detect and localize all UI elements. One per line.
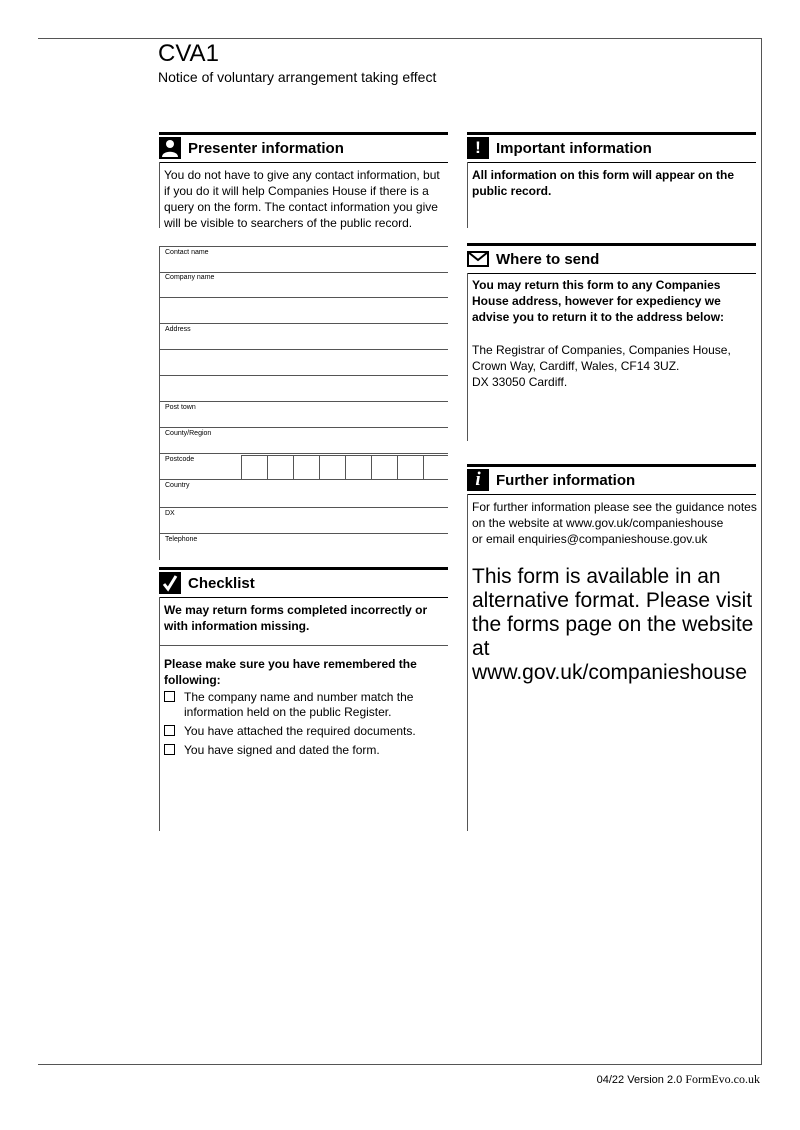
company-name-label: Company name — [165, 274, 215, 281]
checklist-divider — [159, 645, 448, 646]
checklist-prompt: Please make sure you have remembered the following: — [164, 657, 417, 687]
presenter-heading: Presenter information — [188, 139, 344, 157]
postcode-box-top — [241, 455, 448, 456]
country-label: Country — [165, 482, 190, 489]
address-line: DX 33050 Cardiff. — [472, 375, 568, 389]
postcode-box-divider — [345, 456, 346, 480]
postcode-field[interactable] — [159, 454, 448, 480]
person-icon — [159, 137, 181, 159]
checkmark-icon — [159, 572, 181, 594]
checklist-header — [159, 567, 448, 596]
contact-name-label: Contact name — [165, 249, 209, 256]
checklist-heading: Checklist — [188, 574, 255, 592]
address-field[interactable] — [159, 324, 448, 350]
postcode-box-divider — [293, 456, 294, 480]
important-heading: Important information — [496, 139, 652, 157]
postcode-box-divider — [267, 456, 268, 480]
important-header — [467, 132, 756, 161]
company-name-field[interactable] — [159, 272, 448, 298]
checkbox[interactable] — [164, 725, 175, 736]
further-line: or email enquiries@companieshouse.gov.uk — [472, 532, 708, 546]
postcode-box-divider — [241, 456, 242, 480]
important-vline — [467, 162, 468, 228]
further-vline — [467, 494, 468, 831]
important-text: All information on this form will appear on the public record. — [472, 168, 735, 198]
dx-field[interactable] — [159, 508, 448, 534]
footer-brand: FormEvo.co.uk — [685, 1072, 760, 1086]
checklist-vline — [159, 597, 160, 831]
presenter-intro: You do not have to give any contact information, but if you do it will help Companies House if there is a query on the form. The contact information you give will be visible to searchers of the public record. — [164, 168, 440, 230]
form-title: Notice of voluntary arrangement taking effect — [158, 69, 437, 85]
where-to-send-heading: Where to send — [496, 250, 600, 268]
telephone-label: Telephone — [165, 536, 198, 543]
further-line: on the website at www.gov.uk/companieshouse — [472, 516, 724, 530]
postcode-box-divider — [423, 456, 424, 480]
where-to-send-header-rule — [467, 273, 756, 274]
checklist-item-text: You have signed and dated the form. — [184, 743, 380, 757]
form-code: CVA1 — [158, 40, 219, 67]
presenter-header-rule — [159, 162, 448, 163]
address-field-line2[interactable] — [159, 350, 448, 376]
further-heading: Further information — [496, 471, 636, 489]
where-to-send-vline — [467, 273, 468, 441]
top-rule — [38, 38, 762, 39]
post-town-field[interactable] — [159, 402, 448, 428]
postcode-box-divider — [371, 456, 372, 480]
address-line: Crown Way, Cardiff, Wales, CF14 3UZ. — [472, 359, 680, 373]
postcode-label: Postcode — [165, 456, 195, 463]
checkbox[interactable] — [164, 744, 175, 755]
info-icon: i — [467, 469, 489, 491]
bottom-rule — [38, 1064, 762, 1065]
presenter-vline — [159, 162, 160, 228]
further-header-rule — [467, 494, 756, 495]
alt-format-notice: This form is available in an alternative format. Please visit the forms page on the website at www.gov.uk/companieshouse — [472, 565, 754, 684]
where-to-send-header — [467, 243, 756, 272]
county-field[interactable] — [159, 428, 448, 454]
telephone-field[interactable] — [159, 534, 448, 559]
postcode-box-divider — [397, 456, 398, 480]
country-field[interactable] — [159, 480, 448, 508]
important-header-rule — [467, 162, 756, 163]
footer — [597, 1072, 760, 1087]
checklist-header-rule — [159, 597, 448, 598]
further-line: For further information please see the guidance notes — [472, 500, 757, 514]
further-header — [467, 464, 756, 493]
exclamation-icon: ! — [467, 137, 489, 159]
county-label: County/Region — [165, 430, 212, 437]
post-town-label: Post town — [165, 404, 196, 411]
envelope-icon — [467, 248, 489, 270]
checkbox[interactable] — [164, 691, 175, 702]
checklist-item-text: The company name and number match the information held on the public Register. — [184, 690, 414, 719]
fields-vline — [159, 246, 160, 560]
address-field-line3[interactable] — [159, 376, 448, 402]
dx-label: DX — [165, 510, 175, 517]
footer-version: 04/22 Version 2.0 — [596, 1074, 683, 1086]
contact-name-field[interactable] — [159, 246, 448, 273]
address-line: The Registrar of Companies, Companies House, — [472, 343, 731, 357]
right-rule — [761, 38, 762, 1064]
presenter-header — [159, 132, 448, 161]
where-to-send-text: You may return this form to any Companies House address, however for expediency we advise you to return it to the address below: — [472, 278, 725, 324]
company-name-field-line2[interactable] — [159, 298, 448, 324]
postcode-box-divider — [319, 456, 320, 480]
checklist-item-text: You have attached the required documents. — [184, 724, 416, 738]
checklist-warning: We may return forms completed incorrectly or with information missing. — [164, 603, 428, 633]
address-label: Address — [165, 326, 191, 333]
